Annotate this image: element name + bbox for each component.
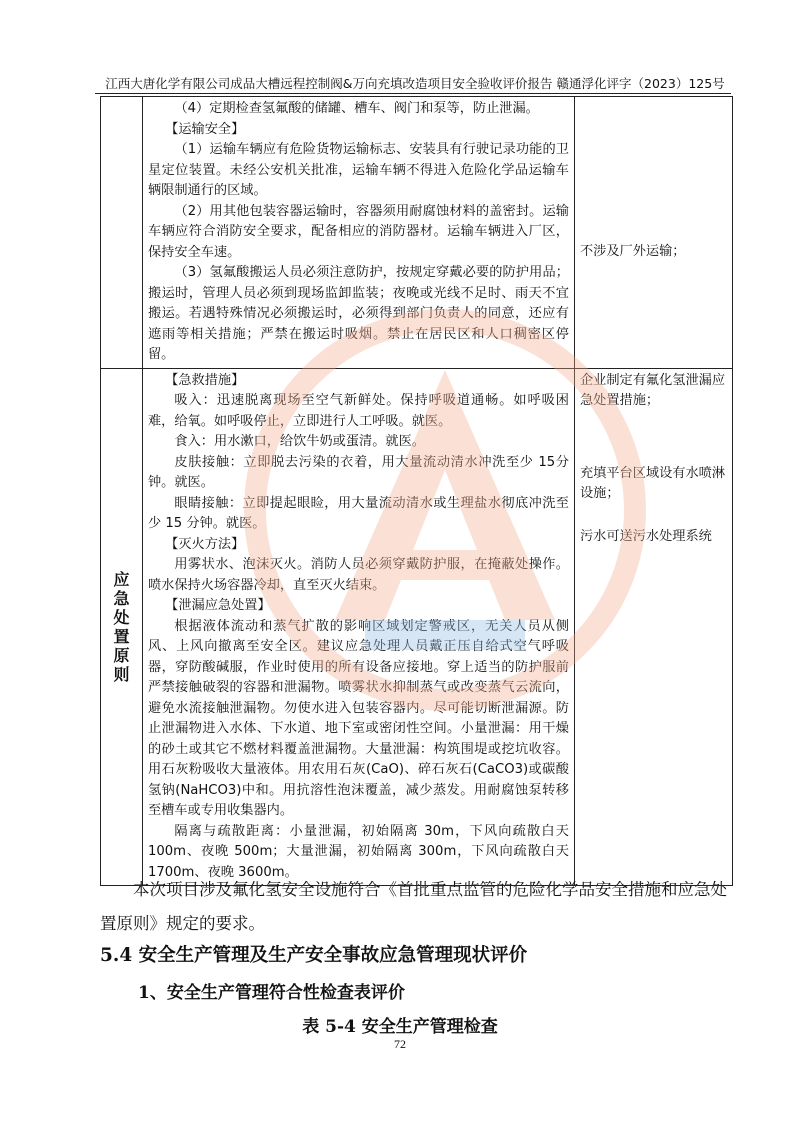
vertical-title-char: 应 — [113, 569, 130, 589]
paragraph-line: （3）氢氟酸搬运人员必须注意防护，按规定穿戴必要的防护用品；搬运时，管理人员必须到现场监卸监装；夜晚或光线不足时、雨天不宜搬运。若遇特殊情况必须搬运时，必须得到部门负责人的同意，还应有遮雨等相关措施；严禁在搬运时吸烟。禁止在居民区和人口稠密区停留。 — [148, 265, 569, 362]
paragraph-line: （4）定期检查氢氟酸的储罐、槽车、阀门和泵等，防止泄漏。 — [174, 101, 539, 116]
emergency-measures-text — [143, 369, 574, 886]
vertical-title-char: 处 — [113, 607, 130, 627]
measures-cell — [143, 368, 575, 886]
row-title-cell — [101, 97, 143, 369]
remarks-cell — [575, 97, 733, 369]
table-caption: 表 5-4 安全生产管理检查 — [302, 1017, 498, 1037]
vertical-title-char: 急 — [113, 588, 130, 608]
paragraph-line: 【灭火方法】 — [165, 536, 245, 552]
paragraph-line: 食入：用水漱口，给饮牛奶或蛋清。就医。 — [174, 434, 425, 449]
vertical-title-char: 则 — [113, 664, 130, 684]
remark-item: 污水可送污水处理系统 — [580, 528, 712, 544]
paragraph-line: （2）用其他包装容器运输时，容器须用耐腐蚀材料的盖密封。运输车辆应符合消防安全要求，配备相应的消防器材。运输车辆进入厂区，保持安全车速。 — [148, 203, 569, 260]
transport-remarks — [575, 97, 732, 265]
paragraph-line: 【泄漏应急处置】 — [165, 598, 271, 613]
remark-item: 充填平台区域设有水喷淋设施； — [580, 465, 726, 501]
remark-item: 企业制定有氟化氢泄漏应急处置措施； — [580, 372, 726, 408]
running-header: 江西大唐化学有限公司成品大槽远程控制阀&万向充填改造项目安全验收评价报告 赣通浮化评字（2023）125号 — [105, 76, 725, 91]
paragraph-line: 隔离与疏散距离：小量泄漏，初始隔离 30m，下风向疏散白天100m、夜晚 500m；大量泄漏，初始隔离 300m，下风向疏散白天 1700m、夜晚 3600m。 — [148, 823, 569, 880]
header-rule — [95, 93, 731, 94]
transport-measures-text — [143, 97, 574, 368]
paragraph-line: 皮肤接触：立即脱去污染的衣着，用大量流动清水冲洗至少 15分钟。就医。 — [148, 454, 569, 490]
paragraph-line: （1）运输车辆应有危险货物运输标志、安装具有行驶记录功能的卫星定位装置。未经公安机关批准，运输车辆不得进入危险化学品运输车辆限制通行的区域。 — [148, 142, 569, 198]
safety-measures-table — [100, 96, 733, 886]
subsection-heading: 1、安全生产管理符合性检查表评价 — [138, 983, 405, 1003]
paragraph-line: 吸入：迅速脱离现场至空气新鲜处。保持呼吸道通畅。如呼吸困难，给氧。如呼吸停止，立即进行人工呼吸。就医。 — [148, 393, 569, 429]
table-row — [101, 97, 733, 369]
vertical-title-char: 置 — [113, 626, 130, 646]
emergency-principles-label — [101, 368, 143, 886]
conclusion-paragraph: 本次项目涉及氟化氢安全设施符合《首批重点监管的危险化学品安全措施和应急处置原则》规定的要求。 — [100, 880, 727, 933]
remark-item: 不涉及厂外运输； — [580, 244, 686, 259]
paragraph-line: 根据液体流动和蒸气扩散的影响区域划定警戒区，无关人员从侧风、上风向撤离至安全区。建议应急处理人员戴正压自给式空气呼吸器，穿防酸碱服，作业时使用的所有设备应接地。穿上适当的防护服前严禁接触破裂的容器和泄漏物。喷雾状水抑制蒸气或改变蒸气云流向，避免水流接触泄漏物。勿使水进入包装容器内。尽可能切断泄漏源。防止泄漏物进入水体、下水道、地下室或密闭性空间。小量泄漏：用干燥的砂土或其它不燃材料覆盖泄漏物。大量泄漏：构筑围堤或挖坑收容。用石灰粉吸收大量液体。用农用石灰(CaO)、碎石灰石(CaCO3)或碳酸氢钠(NaHCO3)中和。用抗溶性泡沫覆盖，减少蒸发。用耐腐蚀泵转移至槽车或专用收集器内。 — [148, 618, 569, 818]
measures-cell — [143, 97, 575, 369]
paragraph-line: 【运输安全】 — [165, 121, 245, 137]
page-number: 72 — [394, 1037, 406, 1051]
paragraph-line: 眼睛接触：立即提起眼睑，用大量流动清水或生理盐水彻底冲洗至少 15 分钟。就医。 — [148, 495, 569, 531]
vertical-title-char: 原 — [113, 645, 130, 665]
table-row — [101, 368, 733, 886]
remarks-cell — [575, 368, 733, 886]
paragraph-line: 用雾状水、泡沫灭火。消防人员必须穿戴防护服，在掩蔽处操作。喷水保持火场容器冷却，直至灭火结束。 — [148, 557, 569, 593]
section-heading: 5.4 安全生产管理及生产安全事故应急管理现状评价 — [100, 945, 528, 966]
paragraph-line: 【急救措施】 — [165, 372, 245, 388]
emergency-remarks — [575, 369, 732, 550]
